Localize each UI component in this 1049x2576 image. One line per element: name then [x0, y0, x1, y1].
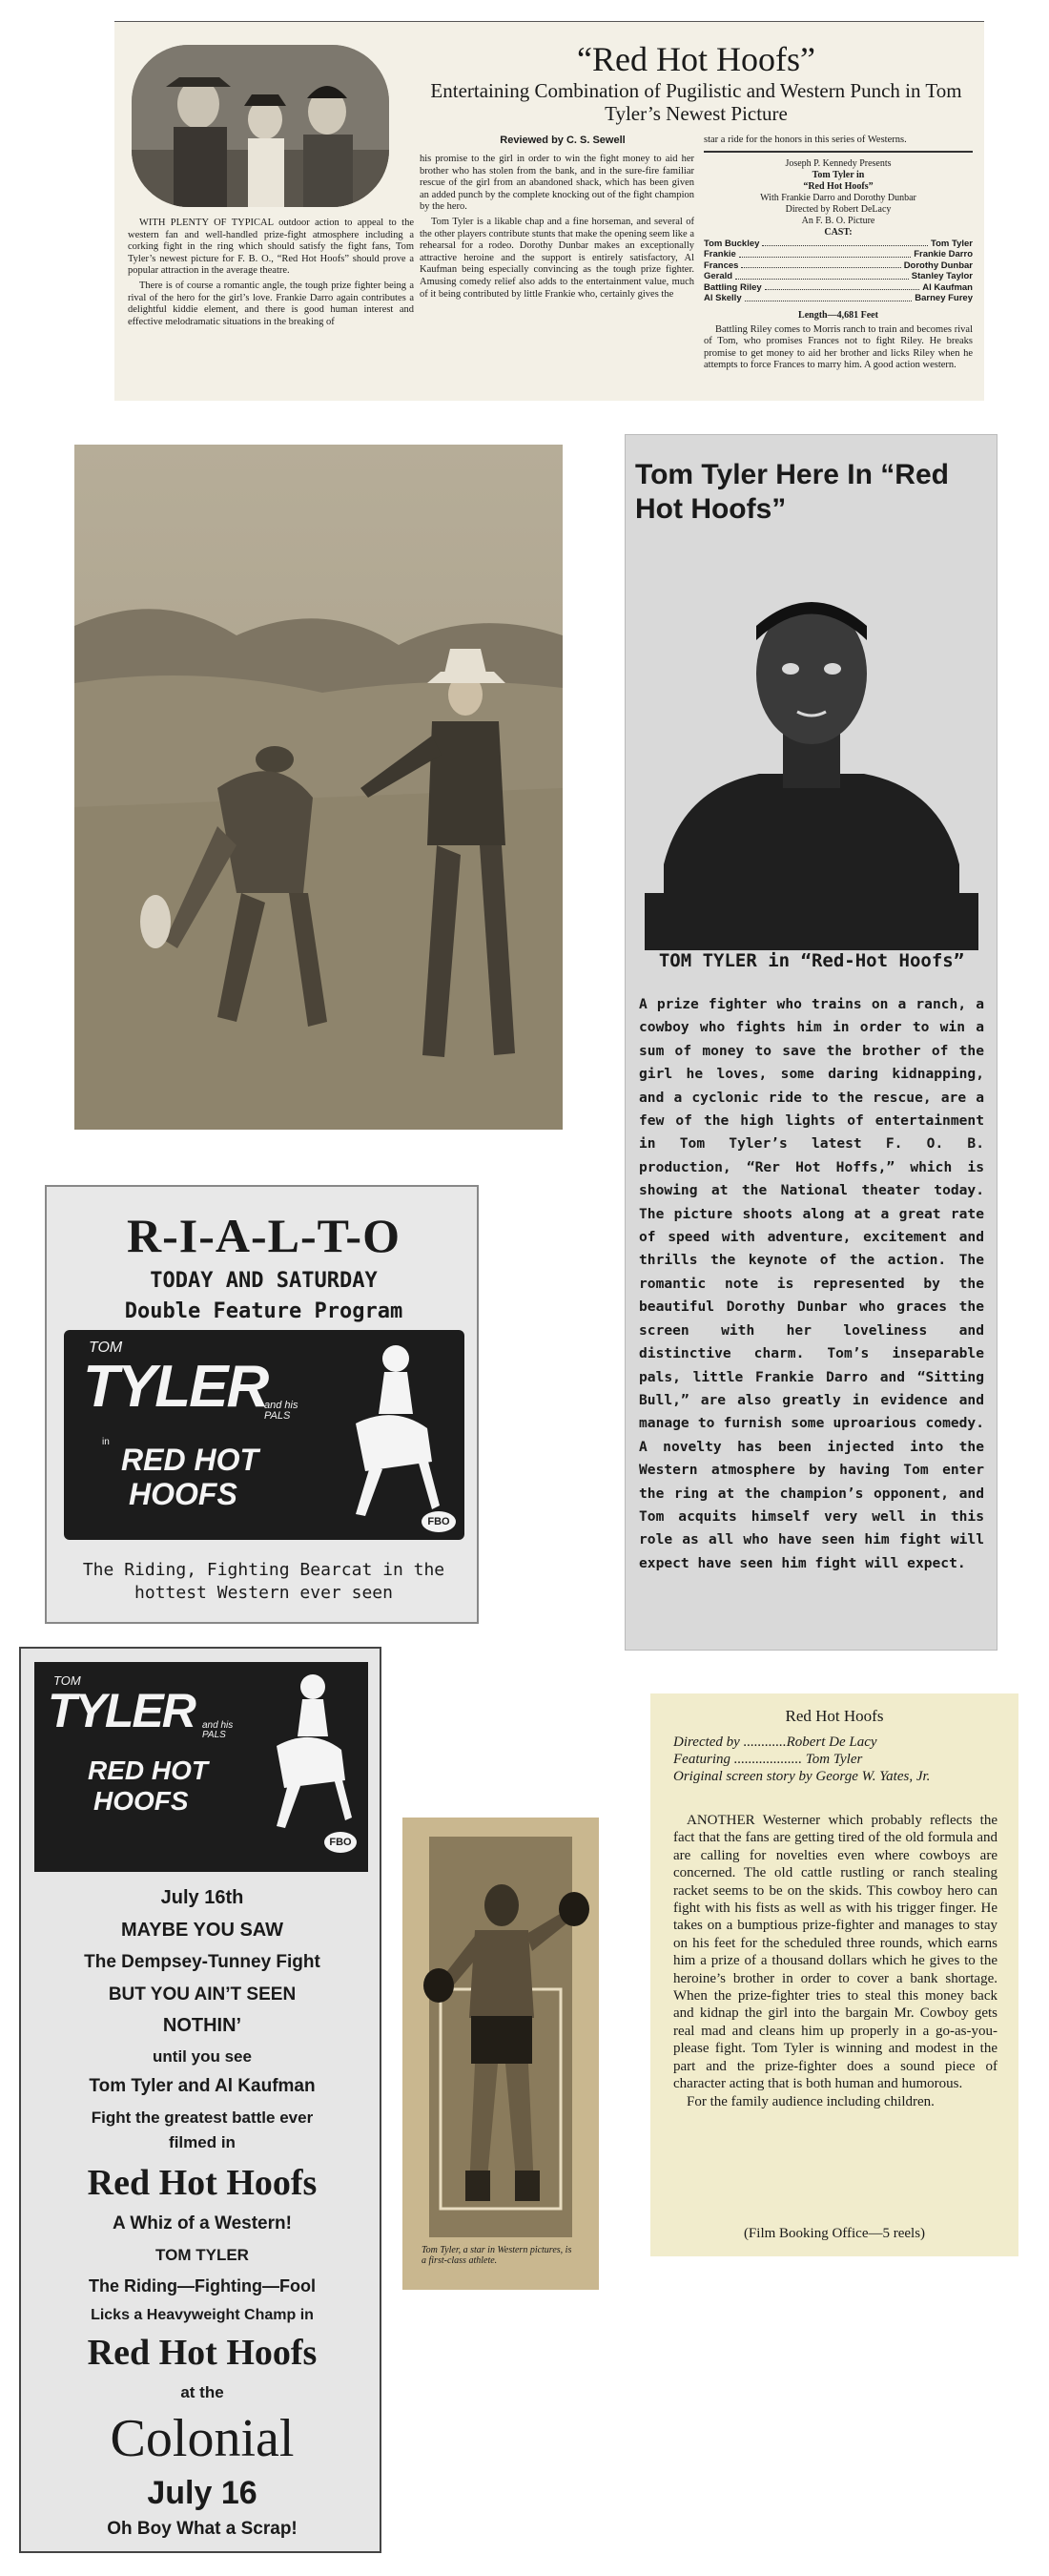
boxer-portrait [645, 550, 978, 950]
athlete-photo [402, 1818, 599, 2290]
logo-tom: TOM [53, 1673, 81, 1688]
review2-title: Red Hot Hoofs [785, 1707, 884, 1725]
ad-line: filmed in [169, 2133, 236, 2151]
credit-line: Joseph P. Kennedy Presents [785, 157, 892, 169]
review-title: “Red Hot Hoofs” [577, 40, 815, 78]
ad-line: MAYBE YOU SAW [120, 1920, 284, 1941]
colonial-ad [19, 1647, 381, 2553]
portrait-caption: TOM TYLER in “Red-Hot Hoofs” [658, 950, 965, 971]
review-card [650, 1693, 1018, 2256]
synopsis: Battling Riley comes to Morris ranch to train and becomes rival of Tom, who promises Frances not to fight Riley. He breaks promise to get money to aid her brother and licks Riley when he attempts to force Frances to marry him. A good action western. [704, 323, 973, 371]
credit-line: An F. B. O. Picture [801, 215, 875, 226]
cast-photo [132, 45, 389, 207]
article-headline: Tom Tyler Here In “Red Hot Hoofs” [635, 459, 949, 525]
film-still-photo [74, 445, 563, 1130]
ad-film-title: Red Hot Hoofs [87, 2333, 318, 2373]
logo-in: in [102, 1437, 110, 1447]
logo-title-line-1: RED HOT [88, 1755, 208, 1785]
cast-row: Al Skelly Barney Furey [704, 293, 973, 304]
cast-row: Gerald Stanley Taylor [704, 271, 973, 282]
ad-line: Licks a Heavyweight Champ in [91, 2307, 314, 2323]
logo-title-line-1: RED HOT [121, 1443, 258, 1477]
ad-line: A Whiz of a Western! [113, 2213, 292, 2233]
ad-line: until you see [153, 2047, 252, 2066]
review-paragraph: star a ride for the honors in this series of Westerns. [704, 135, 907, 145]
logo-tyler: TYLER [48, 1684, 195, 1737]
credit-line: Tom Tyler in [812, 169, 865, 180]
ad-line: Fight the greatest battle ever [91, 2109, 314, 2127]
newspaper-article [625, 434, 998, 1651]
rialto-ad [45, 1185, 479, 1624]
review-column-1 [128, 218, 414, 331]
credit-line: With Frankie Darro and Dorothy Dunbar [760, 192, 916, 203]
credit-line: “Red Hot Hoofs” [803, 180, 874, 192]
logo-tyler: TYLER [83, 1354, 268, 1420]
review2-story: Original screen story by George W. Yates, Jr. [673, 1769, 931, 1784]
review-column-2 [420, 154, 694, 303]
cast-list [704, 239, 973, 304]
credit-line: CAST: [824, 226, 853, 238]
article-body: A prize fighter who trains on a ranch, a cowboy who fights him in order to win a sum of money to save the brother of the girl he loves, some daring kidnapping, and a cyclonic ride to the rescue, are a few of the high lights of entertainment in Tom Tyler’s latest F. O. B. production, “Rer Hot Hoffs,” which is showing at the National theater today. The picture shoots along at a great rate of speed with adventure, excitement and thrills the keynote of the action. The romantic note is represented by the beautiful Dorothy Dunbar who graces the screen with her loveliness and distinctive charm. Tom’s inseparable pals, little Frankie Darro and “Sitting Bull,” are also greatly in evidence and manage to furnish some uproarious comedy. A novelty has been injected into the Western atmosphere by having Tom enter the ring at the champion’s opponent, and Tom acquits himself very well in this role as all who have seen him fight will expect have seen him fight will expect. [639, 996, 984, 1571]
review-paragraph: There is of course a romantic angle, the tough prize fighter being a rival of the hero for the girl’s love. Frankie Darro again contributes a delightful kiddie element, and there is good human interest and effective melodramatic situations in the breaking of [128, 280, 414, 327]
cast-row: Frankie Frankie Darro [704, 249, 973, 260]
ad-line: TOM TYLER [155, 2246, 249, 2264]
review2-footer: (Film Booking Office—5 reels) [743, 2226, 926, 2241]
logo-title-line-2: HOOFS [129, 1477, 237, 1511]
title-logo-block [64, 1330, 464, 1540]
ad-line: NOTHIN’ [162, 2015, 242, 2036]
review-column-3 [704, 135, 973, 375]
review2-paragraph: ANOTHER Westerner which probably reflects the fact that the fans are getting tired of the old formula and are calling for novelties even where cowboys are concerned. The old cattle rustling or ranch stealing racket seems to be on the skids. This cowboy hero can fight with his fists as well as with his trigger finger. He takes on a bumptious prize-fighter and manages to stay on his feet for the scheduled three rounds, which earns him a prize of a thousand dollars which he gives to the heroine’s brother in order to cover a bank shortage. When the prize-fighter tries to steal this money back and kidnap the girl into the bargain Mr. Cowboy gets real mad and cleans him up properly in a go-as-you-please fight. Tom Tyler is winning and modest in the part and the prize-fighter does a sound piece of character acting that is both human and humorous. [673, 1813, 998, 2092]
fbo-logo: FBO [324, 1832, 357, 1853]
ad-date-bottom: July 16 [147, 2475, 257, 2511]
horse-rider-icon [337, 1338, 442, 1519]
logo-pals: and his PALS [264, 1400, 298, 1422]
review-paragraph: WITH PLENTY OF TYPICAL outdoor action to appeal to the western fan and well-handled prize-fight atmosphere including a corking fight in the ring which should satisfy the fight fans, Tom Tyler’s newest picture for F. B. O., “Red Hot Hoofs” should prove a popular attraction in the average theatre. [128, 218, 414, 277]
credit-line: Directed by Robert DeLacy [785, 203, 892, 215]
ad-film-title: Red Hot Hoofs [87, 2163, 318, 2203]
ad-closing: Oh Boy What a Scrap! [107, 2519, 298, 2539]
review-byline: Reviewed by C. S. Sewell [500, 135, 626, 146]
cast-row: Battling Riley Al Kaufman [704, 281, 973, 293]
logo-pals: and his PALS [202, 1720, 234, 1740]
review2-paragraph: For the family audience including children. [687, 2093, 935, 2109]
review2-directed: Directed by ............Robert De Lacy [673, 1735, 877, 1750]
cast-row: Tom Buckley Tom Tyler [704, 238, 973, 249]
review2-featuring: Featuring ................... Tom Tyler [673, 1752, 863, 1767]
ad-line: The Dempsey-Tunney Fight [84, 1952, 320, 1972]
ad-days: TODAY AND SATURDAY [150, 1269, 378, 1293]
ad-program: Double Feature Program [124, 1299, 403, 1323]
ad-line: The Riding—Fighting—Fool [89, 2276, 316, 2296]
theater-name: R-I-A-L-T-O [127, 1209, 401, 1262]
ad-theater-name: Colonial [110, 2409, 295, 2468]
ad-line: Tom Tyler and Al Kaufman [89, 2076, 316, 2096]
ad-line: at the [180, 2383, 224, 2401]
ad-date-top: July 16th [160, 1887, 244, 1908]
review-subtitle: Entertaining Combination of Pugilistic and Western Punch in Tom Tyler’s Newest Picture [430, 79, 962, 125]
review-clipping [114, 21, 984, 401]
logo-title-line-2: HOOFS [93, 1786, 189, 1816]
ad-line: BUT YOU AIN’T SEEN [108, 1984, 297, 2005]
review-paragraph: his promise to the girl in order to win the fight money to aid her brother who has stolen from the bank, and in the sure-fire familiar rescue of the girl from an abandoned shack, which has been given an added punch by the complete knocking out of the fight champion by the hero. [420, 154, 694, 213]
logo-tom: TOM [89, 1340, 123, 1356]
horse-rider-icon [259, 1668, 355, 1830]
credits-block [704, 158, 973, 239]
fbo-logo: FBO [422, 1511, 456, 1532]
ad-tagline: The Riding, Fighting Bearcat in the hottest Western ever seen [82, 1560, 445, 1603]
athlete-caption: Tom Tyler, a star in Western pictures, is a first-class athlete. [422, 2245, 572, 2266]
title-logo-block [34, 1662, 368, 1872]
review2-body [673, 1812, 998, 2110]
cast-row: Frances Dorothy Dunbar [704, 260, 973, 271]
review-paragraph: Tom Tyler is a likable chap and a fine horseman, and several of the other players contribute stunts that make the opening seem like a rehearsal for a rodeo. Dorothy Dunbar makes an exceptionally attractive heroine and the support is entirely satisfactory, Al Kaufman being especially convincing as the tough prize fighter. Amusing comedy relief also adds to the entertainment value, much of it being contributed by little Frankie who, certainly gives the [420, 216, 694, 300]
film-length: Length—4,681 Feet [798, 309, 878, 321]
